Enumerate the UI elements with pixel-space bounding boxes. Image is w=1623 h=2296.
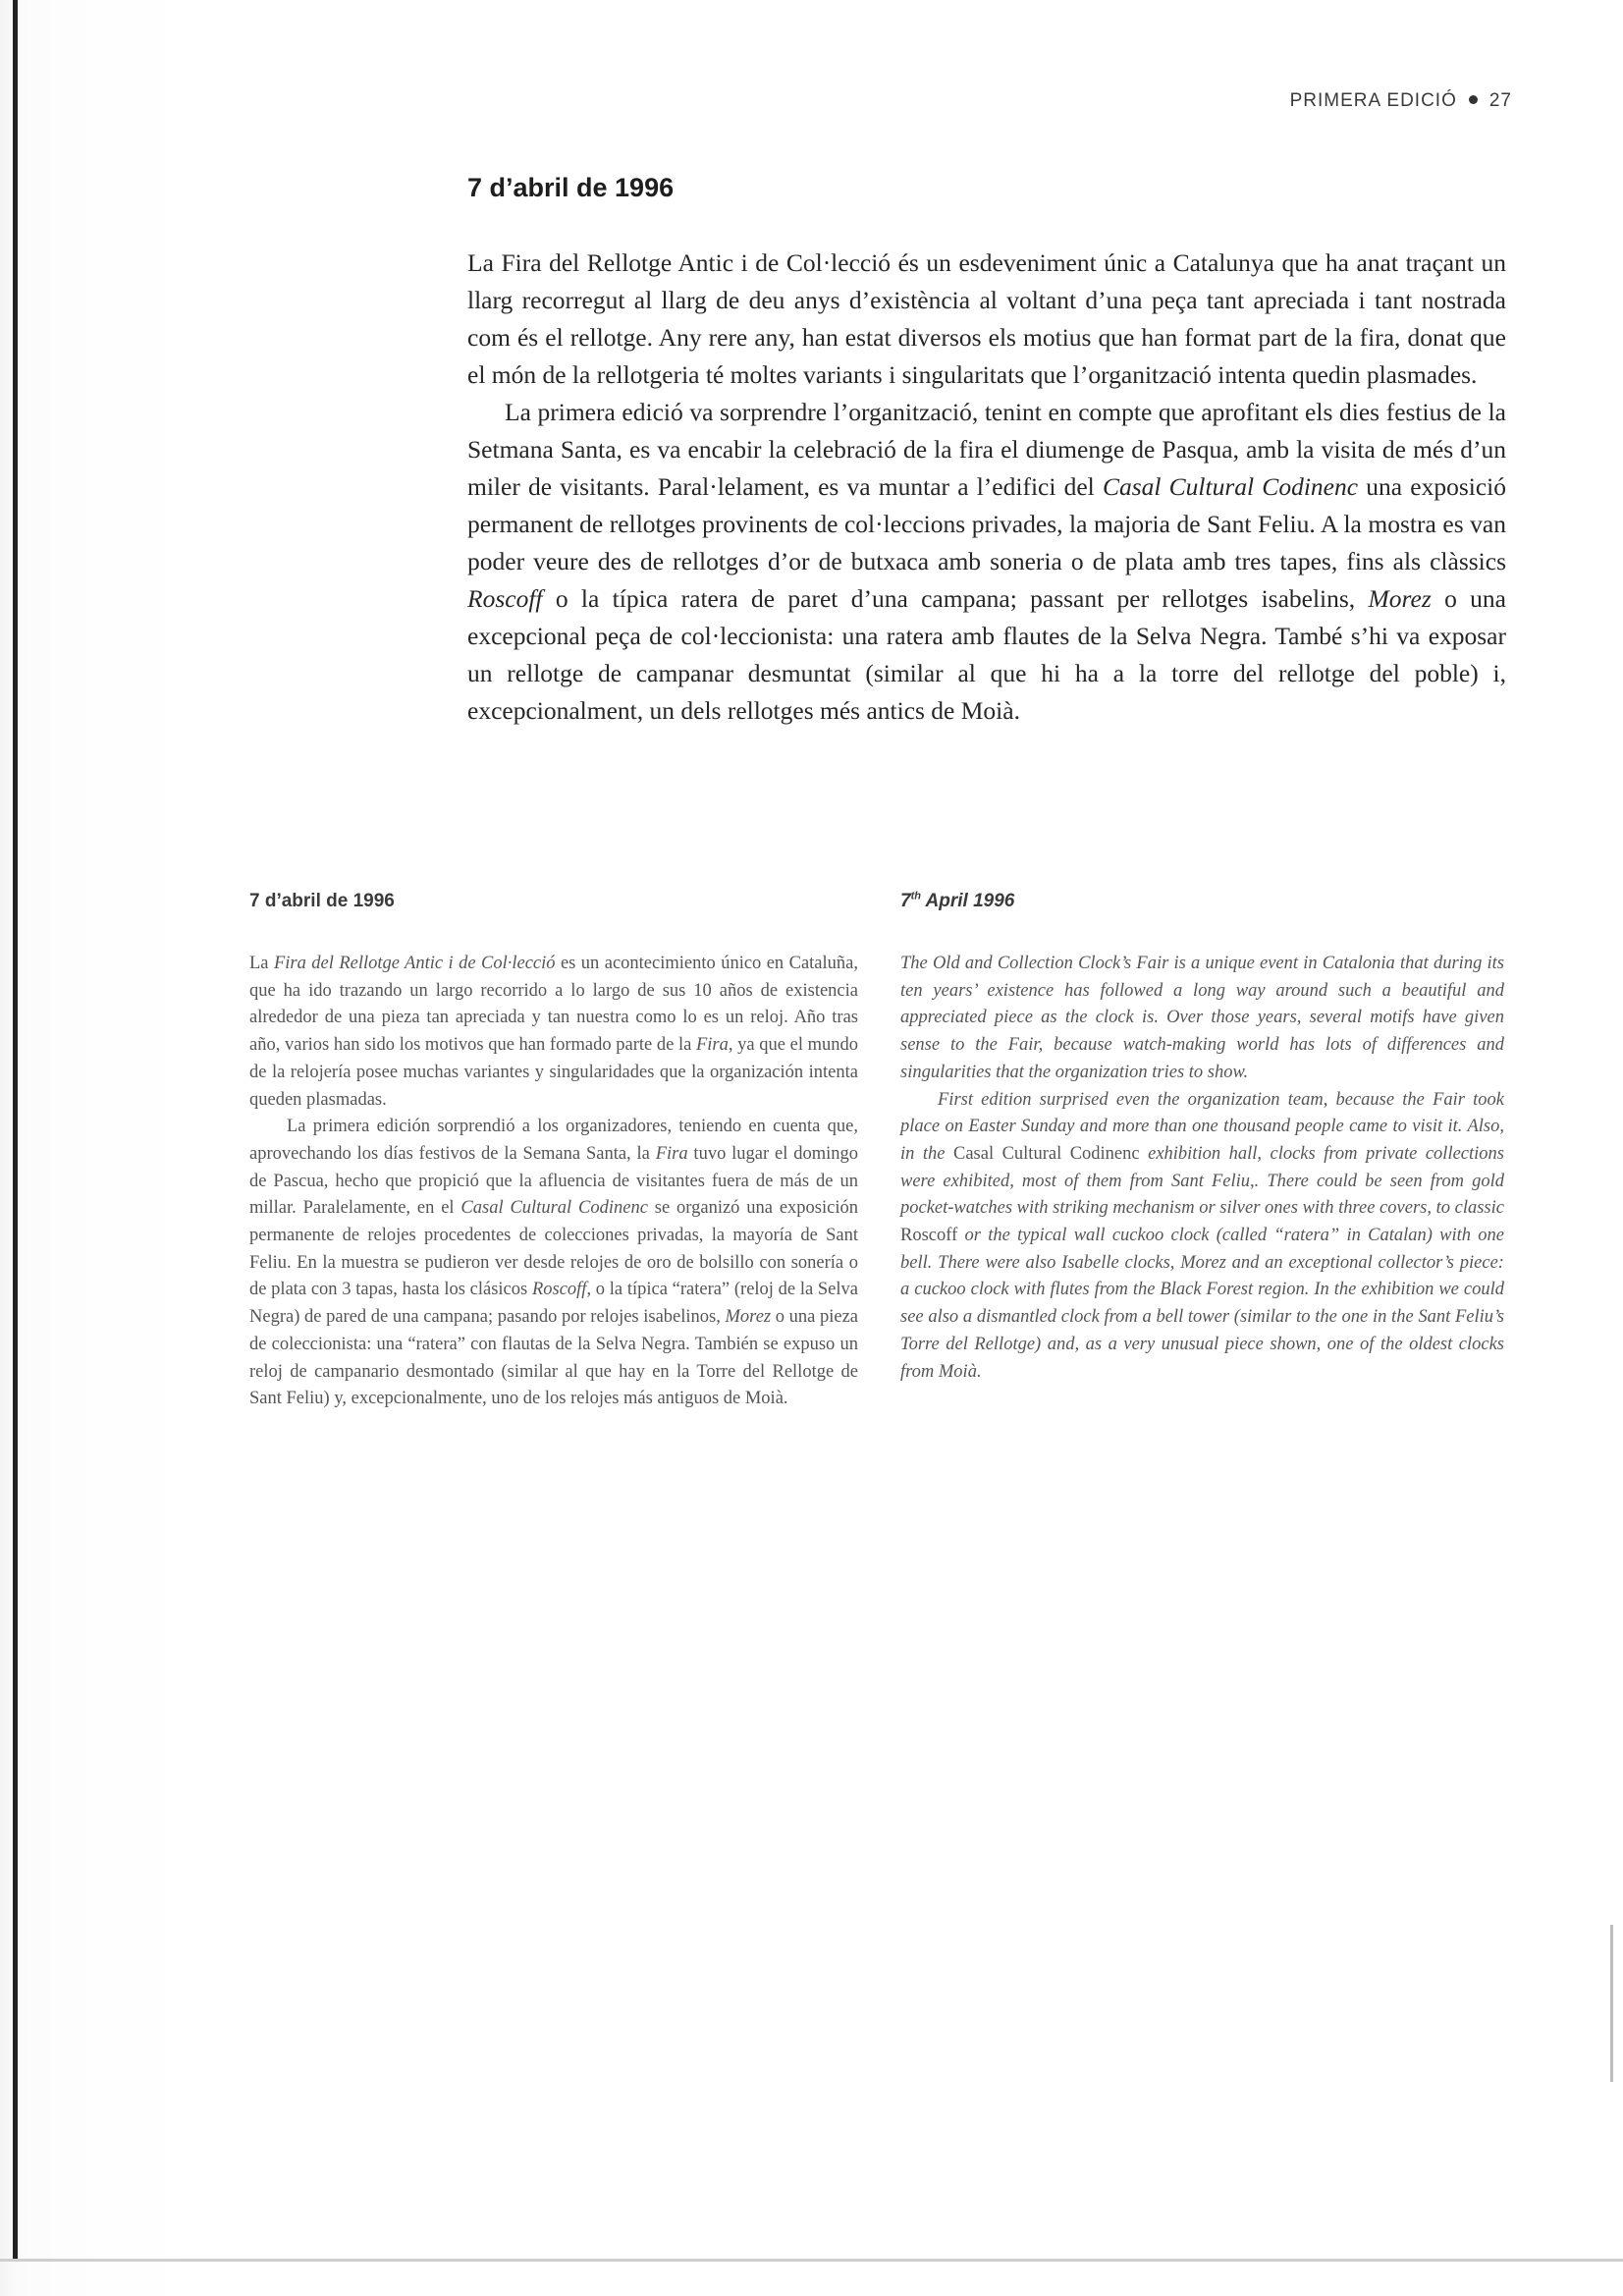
emphasis: Fira (695, 1035, 729, 1056)
bullet-icon (1469, 95, 1478, 104)
catalan-title: 7 d’abril de 1996 (467, 173, 675, 202)
emphasis: Casal Cultural Codinenc (460, 1198, 648, 1219)
spanish-body (249, 951, 858, 1413)
title-day: 7 (900, 891, 911, 911)
page-number: 27 (1488, 90, 1512, 111)
text-run: First edition surprised even the organization team, because the Fair took place on Easter Sunday and more than one thousand people came to visit it. Also, in the (900, 1089, 1504, 1164)
emphasis: Fira del Rellotge Antic i de Col·lecció (273, 954, 556, 973)
text-run: tuvo lugar el domingo de Pascua, hecho que propició que la afluencia de visitantes fuera de más de un millar. Paralelamente, en el (249, 1143, 858, 1219)
emphasis: Roscoff (467, 584, 543, 613)
page-edge-right (1610, 1925, 1613, 2082)
ordinal-suffix: th (910, 890, 921, 902)
text-run: La (249, 954, 274, 973)
text-run: , ya que el mundo de la relojería posee muchas variantes y singularidades que la organización intenta queden plasmadas. (249, 1035, 858, 1110)
emphasis: Morez (1368, 584, 1432, 613)
catalan-paragraph-1: La Fira del Rellotge Antic i de Col·lecció és un esdeveniment únic a Catalunya que ha anat traçant un llarg recorregut al llarg de deu anys d’existència al voltant d’una peça tant apreciada i tant nostrada com és el rellotge. Any rere any, han estat diversos els motius que han format part de la fira, donat que el món de la rellotgeria té moltes variants i singularitats que l’organització intenta quedin plasmades. (467, 248, 1506, 389)
catalan-body (467, 245, 1506, 730)
text-run: or the typical wall cuckoo clock (called “ratera” in Catalan) with one bell. There were also (900, 1226, 1504, 1273)
upright-text: Roscoff (900, 1226, 958, 1246)
text-run: Isabelle (1061, 1252, 1119, 1273)
page-edge-bottom (0, 2259, 1623, 2262)
spanish-paragraph-2 (249, 1114, 858, 1413)
text-run: Morez (1180, 1252, 1226, 1273)
text-run: o una pieza de coleccionista: una “ratera” con flautas de la Selva Negra. También se expuso un reloj de campanario desmontado (similar al que hay en la Torre del Rellotge de Sant Feliu) y, excepcionalmente, uno de los relojes más antiguos de Moià. (249, 1307, 858, 1409)
running-head (1208, 90, 1512, 112)
text-run: La primera edició va sorprendre l’organització, tenint en compte que aprofitant els dies festius de la Setmana Santa, es va encabir la celebració de la fira el diumenge de Pasqua, amb la visita de més d’un miler de visitants. Paral·lelament, es va muntar a l’edifici del (467, 398, 1506, 501)
english-body (900, 951, 1504, 1386)
text-run: and an exceptional collector’s piece: a cuckoo clock with flutes from the Black Forest region. In the exhibition we could see also a dismantled clock from a bell tower (similar to the one in the Sant Feliu’s Torre del Rellotge) and, as a very unusual piece shown, one of the oldest clocks from Moià. (900, 1252, 1504, 1382)
spanish-title: 7 d’abril de 1996 (249, 891, 395, 911)
section-title: PRIMERA EDICIÓ (1289, 90, 1457, 111)
english-paragraph-1: The Old and Collection Clock’s Fair is a unique event in Catalonia that during its ten years’ existence has followed a long way around such a beautiful and appreciated piece as the clock is. Over those years, several motifs have given sense to the Fair, because watch-making world has lots of differences and singularities that the organization tries to show. (900, 954, 1504, 1082)
spanish-paragraph-1 (249, 951, 858, 1114)
title-rest: April 1996 (920, 891, 1015, 911)
text-run: clocks, (1118, 1252, 1181, 1273)
text-run: es un acontecimiento único en Cataluña, que ha ido trazando un largo recorrido a lo largo de sus 10 años de existencia alrededor de una pieza tan apreciada y tan nuestra como lo es un reloj. Año tras año, varios han sido los motivos que han formado parte de la (249, 954, 858, 1056)
catalan-paragraph-2 (467, 394, 1506, 730)
english-column (900, 891, 1504, 1386)
emphasis: Casal Cultural Codinenc (1102, 472, 1359, 501)
emphasis: Morez (725, 1307, 772, 1328)
page-edge-left (13, 0, 18, 2259)
upright-text: Casal Cultural Codinenc (952, 1143, 1140, 1164)
text-run: La primera edición sorprendió a los organizadores, teniendo en cuenta que, aprovechando los días festivos de la Semana Santa, la (249, 1117, 858, 1164)
english-paragraph-2 (900, 1087, 1504, 1387)
spanish-column (249, 891, 858, 1413)
text-run: una exposició permanent de rellotges provinents de col·leccions privades, la majoria de Sant Feliu. A la mostra es van poder veure des de rellotges d’or de butxaca amb soneria o de plata amb tres tapes, fins als clàssics (467, 472, 1506, 575)
text-run: , o la típica “ratera” (reloj de la Selva Negra) de pared de una campana; pasando por relojes isabelinos, (249, 1280, 858, 1328)
text-run: o la típica ratera de paret d’una campana; passant per rellotges isabelins, (542, 584, 1369, 613)
english-title (900, 891, 1504, 912)
emphasis: Roscoff (531, 1280, 587, 1300)
text-run: o una excepcional peça de col·leccionista: una ratera amb flautes de la Selva Negra. També s’hi va exposar un rellotge de campanar desmuntat (similar al que hi ha a la torre del rellotge del poble) i, excepcionalment, un dels rellotges més antics de Moià. (467, 584, 1506, 725)
text-run: se organizó una exposición permanente de relojes procedentes de colecciones privadas, la mayoría de Sant Feliu. En la muestra se pudieron ver desde relojes de oro de bolsillo con sonería o de plata con 3 tapas, hasta los clásicos (249, 1198, 858, 1300)
emphasis: Fira (655, 1143, 688, 1164)
text-run: exhibition hall, clocks from private collections were exhibited, most of them from Sant Feliu,. There could be seen from gold pocket-watches with striking mechanism or silver ones with three covers, to classic (900, 1143, 1504, 1219)
